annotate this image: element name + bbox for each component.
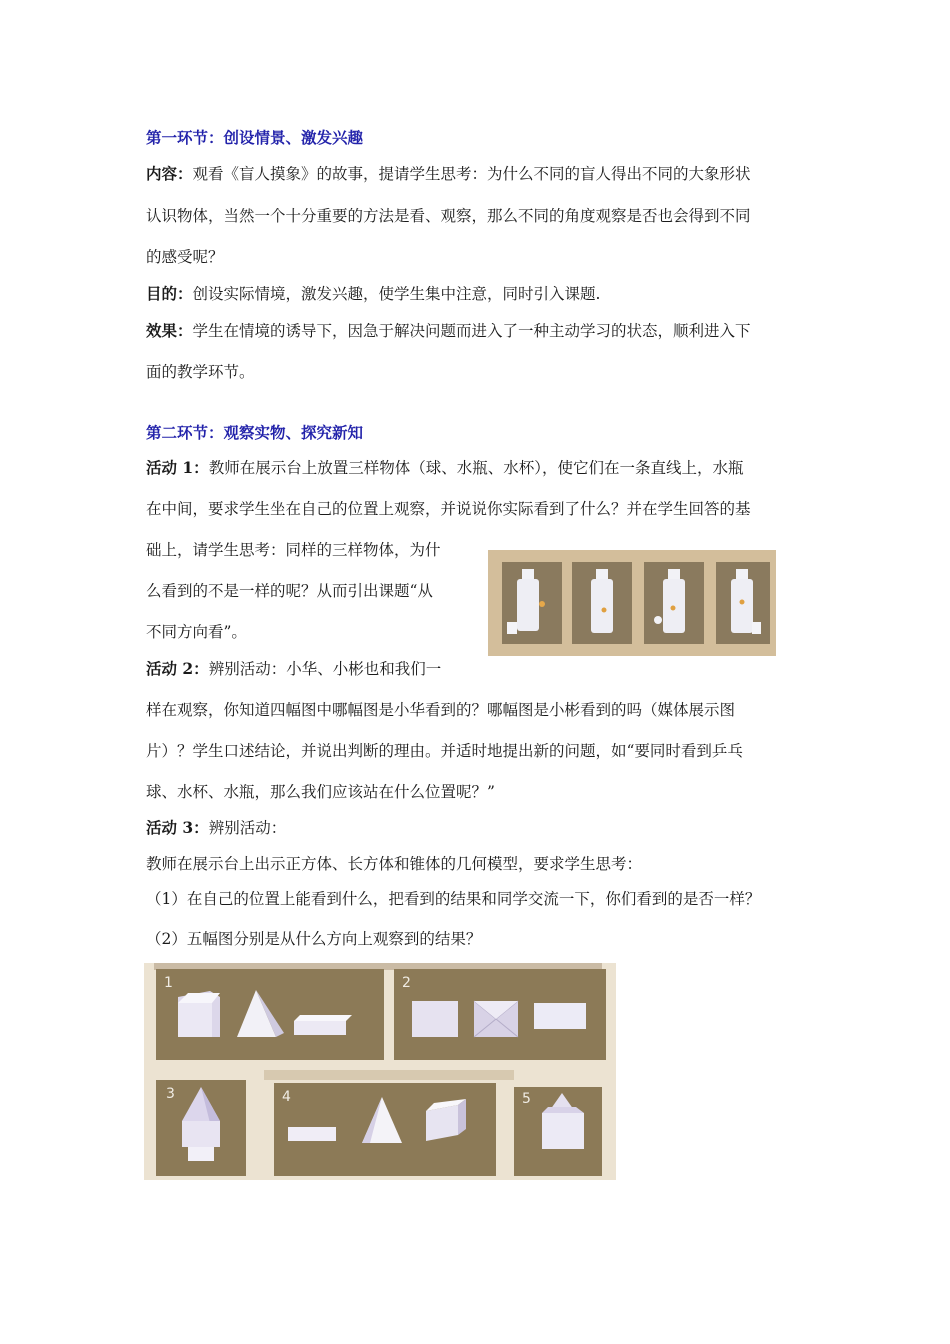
panel-number-5: 5: [522, 1091, 531, 1107]
bottle-view-2: [572, 562, 632, 644]
activity2-line-2: 样在观察，你知道四幅图中哪幅图是小华看到的？哪幅图是小彬看到的吗（媒体展示图: [146, 701, 736, 719]
effect-line-1: [146, 321, 751, 341]
purpose-label: 目的：: [146, 284, 193, 303]
activity3-line-2: 教师在展示台上出示正方体、长方体和锥体的几何模型，要求学生思考：: [146, 855, 643, 873]
bottle-views-photo: [488, 550, 776, 656]
section2-heading: 第二环节：观察实物、探究新知: [146, 423, 364, 442]
section1-heading: 第一环节：创设情景、激发兴趣: [146, 128, 364, 147]
bottle-view-4: [716, 562, 770, 644]
effect-line-2: 面的教学环节。: [146, 363, 255, 381]
effect-label: 效果：: [146, 321, 193, 340]
solids-panel-3: [156, 1080, 246, 1176]
activity1-line-4: 么看到的不是一样的呢？从而引出课题“从: [146, 582, 433, 600]
purpose-line: [146, 284, 600, 304]
bottle-view-3: [644, 562, 704, 644]
solids-panel-2: [394, 969, 606, 1060]
content-line-1: [146, 164, 751, 184]
solids-panel-5: [514, 1087, 602, 1176]
effect-text-1: 学生在情境的诱导下，因急于解决问题而进入了一种主动学习的状态，顺利进入下: [192, 322, 751, 340]
bottle-view-1: [502, 562, 562, 644]
activity3-question-1: （1）在自己的位置上能看到什么，把看到的结果和同学交流一下，你们看到的是否一样？: [146, 890, 761, 908]
activity1-line-2: 在中间，要求学生坐在自己的位置上观察，并说说你实际看到了什么？并在学生回答的基: [146, 500, 751, 518]
panel-number-1: 1: [164, 975, 173, 991]
activity1-line-5: 不同方向看”。: [146, 623, 247, 641]
panel-number-4: 4: [282, 1089, 291, 1105]
activity1-line-3: 础上，请学生思考：同样的三样物体，为什: [146, 541, 441, 559]
activity1-label: 活动 1：: [146, 458, 209, 477]
activity3-text: 辨别活动：: [208, 819, 287, 837]
purpose-text: 创设实际情境，激发兴趣，使学生集中注意，同时引入课题.: [192, 285, 601, 303]
solids-views-photo: [144, 963, 616, 1180]
panel-number-2: 2: [402, 975, 411, 991]
activity3-label: 活动 3：: [146, 818, 209, 837]
activity2-line-3: 片）？学生口述结论，并说出判断的理由。并适时地提出新的问题，如“要同时看到乒乓: [146, 742, 743, 760]
content-label: 内容：: [146, 164, 193, 183]
panel-number-3: 3: [166, 1086, 175, 1102]
activity2-line-1: [146, 659, 441, 679]
activity2-label: 活动 2：: [146, 659, 209, 678]
content-line-2: 认识物体，当然一个十分重要的方法是看、观察，那么不同的角度观察是否也会得到不同: [146, 207, 751, 225]
solids-panel-1: [156, 969, 384, 1060]
activity1-text-1: 教师在展示台上放置三样物体（球、水瓶、水杯），使它们在一条直线上，水瓶: [208, 459, 744, 477]
activity1-line-1: [146, 458, 743, 478]
content-line-3: 的感受呢？: [146, 248, 224, 266]
solids-panel-4: [274, 1083, 496, 1176]
activity3-line-1: [146, 818, 286, 838]
activity2-text-1: 辨别活动：小华、小彬也和我们一: [208, 660, 442, 678]
activity3-question-2: （2）五幅图分别是从什么方向上观察到的结果？: [146, 930, 482, 948]
content-text-1: 观看《盲人摸象》的故事，提请学生思考：为什么不同的盲人得出不同的大象形状: [192, 165, 751, 183]
activity2-line-4: 球、水杯、水瓶，那么我们应该站在什么位置呢？”: [146, 783, 495, 801]
